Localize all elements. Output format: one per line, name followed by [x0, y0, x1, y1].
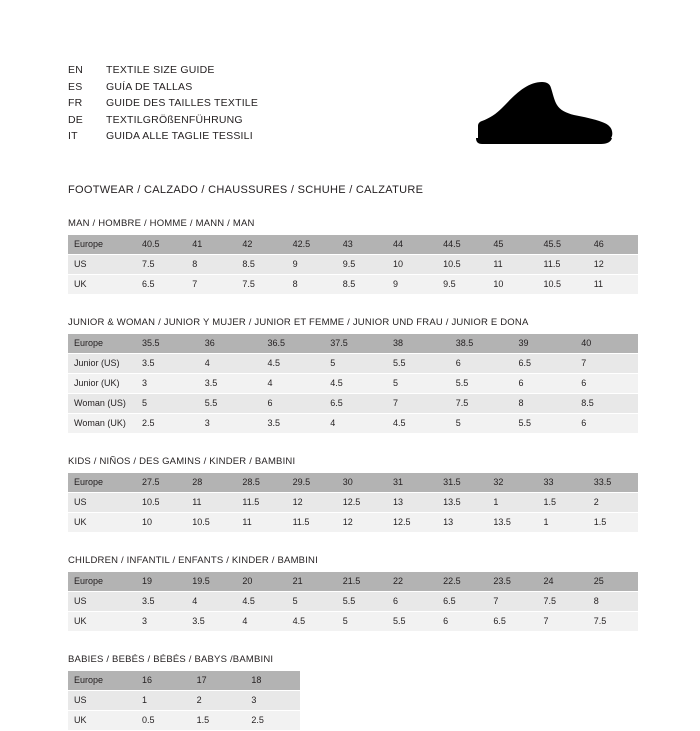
group-label: CHILDREN / INFANTIL / ENFANTS / KINDER / BAMBINI: [68, 555, 318, 566]
cell: 19: [136, 572, 186, 592]
row-label: UK: [68, 513, 136, 533]
cell: 4.5: [262, 354, 325, 374]
cell: 5: [337, 612, 387, 632]
dress-shoe-icon: [416, 80, 616, 148]
cell: 6.5: [324, 394, 387, 414]
cell: 29.5: [287, 473, 337, 493]
cell: 0.5: [136, 711, 191, 731]
table-row: [68, 334, 638, 354]
cell: 25: [588, 572, 638, 592]
row-label: Woman (UK): [68, 414, 136, 434]
cell: 6.5: [487, 612, 537, 632]
cell: 45.5: [538, 235, 588, 255]
language-title: GUIDE DES TAILLES TEXTILE: [106, 97, 259, 109]
cell: 16: [136, 671, 191, 691]
cell: 4: [236, 612, 286, 632]
row-label: Europe: [68, 671, 136, 691]
cell: 42.5: [287, 235, 337, 255]
table-row: [68, 275, 638, 295]
page-header: [68, 62, 638, 162]
row-label: UK: [68, 275, 136, 295]
cell: 20: [236, 572, 286, 592]
cell: 38: [387, 334, 450, 354]
group-label: MAN / HOMBRE / HOMME / MANN / MAN: [68, 218, 255, 229]
group-label: BABIES / BEBÉS / BÉBÉS / BABYS /BAMBINI: [68, 654, 274, 665]
table-row: [68, 374, 638, 394]
size-group-junior-woman: [68, 317, 638, 434]
row-label: Europe: [68, 235, 136, 255]
cell: 7.5: [588, 612, 638, 632]
cell: 6: [575, 414, 638, 434]
cell: 6.5: [136, 275, 186, 295]
cell: 2.5: [136, 414, 199, 434]
cell: 32: [487, 473, 537, 493]
size-group-kids: [68, 456, 638, 533]
cell: 6: [513, 374, 576, 394]
cell: 3.5: [262, 414, 325, 434]
cell: 10.5: [136, 493, 186, 513]
cell: 21: [287, 572, 337, 592]
size-table-junior-woman: [68, 334, 638, 434]
table-row: [68, 612, 638, 632]
cell: 1.5: [588, 513, 638, 533]
cell: 12.5: [337, 493, 387, 513]
cell: 31.5: [437, 473, 487, 493]
cell: 6: [450, 354, 513, 374]
table-row: [68, 394, 638, 414]
cell: 2: [191, 691, 246, 711]
size-table-kids: [68, 473, 638, 533]
cell: 19.5: [186, 572, 236, 592]
cell: 4.5: [287, 612, 337, 632]
language-title: TEXTILGRÖßENFÜHRUNG: [106, 113, 243, 126]
page-title: FOOTWEAR / CALZADO / CHAUSSURES / SCHUHE / CALZATURE: [68, 184, 424, 196]
cell: 1: [487, 493, 537, 513]
cell: 6: [575, 374, 638, 394]
row-label: UK: [68, 612, 136, 632]
cell: 7: [538, 612, 588, 632]
cell: 9.5: [437, 275, 487, 295]
cell: 5.5: [337, 592, 387, 612]
cell: 11: [186, 493, 236, 513]
cell: 11: [588, 275, 638, 295]
cell: 44: [387, 235, 437, 255]
cell: 4: [199, 354, 262, 374]
row-label: US: [68, 592, 136, 612]
table-row: [68, 592, 638, 612]
row-label: Europe: [68, 334, 136, 354]
table-row: [68, 691, 300, 711]
language-title: GUÍA DE TALLAS: [106, 80, 193, 93]
cell: 13.5: [487, 513, 537, 533]
row-label: Woman (US): [68, 394, 136, 414]
language-title: GUIDA ALLE TAGLIE TESSILI: [106, 130, 253, 142]
language-title: TEXTILE SIZE GUIDE: [106, 64, 215, 76]
language-row: [68, 95, 258, 112]
cell: 5.5: [513, 414, 576, 434]
cell: 4.5: [387, 414, 450, 434]
cell: 4: [324, 414, 387, 434]
cell: 5: [387, 374, 450, 394]
cell: 2: [588, 493, 638, 513]
cell: 24: [538, 572, 588, 592]
cell: 5: [136, 394, 199, 414]
cell: 12: [588, 255, 638, 275]
cell: 22: [387, 572, 437, 592]
cell: 8.5: [575, 394, 638, 414]
cell: 1: [136, 691, 191, 711]
language-code: IT: [68, 130, 78, 142]
cell: 6: [387, 592, 437, 612]
cell: 36.5: [262, 334, 325, 354]
cell: 3.5: [186, 612, 236, 632]
cell: 42: [236, 235, 286, 255]
cell: 10.5: [186, 513, 236, 533]
cell: 18: [245, 671, 300, 691]
cell: 38.5: [450, 334, 513, 354]
cell: 11: [236, 513, 286, 533]
cell: 7: [487, 592, 537, 612]
cell: 3: [199, 414, 262, 434]
table-row: [68, 473, 638, 493]
cell: 23.5: [487, 572, 537, 592]
cell: 3.5: [199, 374, 262, 394]
cell: 13: [387, 493, 437, 513]
cell: 2.5: [245, 711, 300, 731]
cell: 10: [487, 275, 537, 295]
size-table-man: [68, 235, 638, 295]
cell: 45: [487, 235, 537, 255]
group-label: JUNIOR & WOMAN / JUNIOR Y MUJER / JUNIOR ET FEMME / JUNIOR UND FRAU / JUNIOR E DONA: [68, 317, 529, 328]
cell: 39: [513, 334, 576, 354]
cell: 12.5: [387, 513, 437, 533]
cell: 7: [575, 354, 638, 374]
cell: 12: [337, 513, 387, 533]
cell: 11: [487, 255, 537, 275]
language-row: [68, 79, 258, 96]
size-table-babies: [68, 671, 300, 731]
cell: 43: [337, 235, 387, 255]
cell: 10: [387, 255, 437, 275]
cell: 10.5: [538, 275, 588, 295]
cell: 7: [186, 275, 236, 295]
size-group-babies: [68, 654, 638, 731]
cell: 9: [287, 255, 337, 275]
cell: 27.5: [136, 473, 186, 493]
group-label: KIDS / NIÑOS / DES GAMINS / KINDER / BAMBINI: [68, 456, 296, 467]
language-code: ES: [68, 80, 83, 93]
cell: 8: [513, 394, 576, 414]
cell: 6.5: [513, 354, 576, 374]
cell: 3.5: [136, 354, 199, 374]
table-row: [68, 572, 638, 592]
cell: 7.5: [236, 275, 286, 295]
cell: 6: [262, 394, 325, 414]
table-row: [68, 711, 300, 731]
cell: 21.5: [337, 572, 387, 592]
cell: 3: [136, 374, 199, 394]
language-title-list-body: [68, 62, 258, 145]
cell: 13: [437, 513, 487, 533]
cell: 5: [287, 592, 337, 612]
table-row: [68, 354, 638, 374]
cell: 3: [136, 612, 186, 632]
cell: 1: [538, 513, 588, 533]
cell: 7.5: [538, 592, 588, 612]
cell: 35.5: [136, 334, 199, 354]
language-row: [68, 62, 258, 79]
cell: 3.5: [136, 592, 186, 612]
cell: 44.5: [437, 235, 487, 255]
cell: 8.5: [236, 255, 286, 275]
language-code: EN: [68, 64, 83, 76]
table-row: [68, 671, 300, 691]
cell: 4: [186, 592, 236, 612]
cell: 10: [136, 513, 186, 533]
cell: 9.5: [337, 255, 387, 275]
cell: 36: [199, 334, 262, 354]
row-label: Junior (UK): [68, 374, 136, 394]
cell: 40.5: [136, 235, 186, 255]
row-label: Europe: [68, 572, 136, 592]
cell: 4.5: [236, 592, 286, 612]
cell: 6.5: [437, 592, 487, 612]
cell: 5.5: [387, 354, 450, 374]
language-row: [68, 128, 258, 145]
cell: 31: [387, 473, 437, 493]
cell: 41: [186, 235, 236, 255]
cell: 6: [437, 612, 487, 632]
table-row: [68, 255, 638, 275]
table-row: [68, 414, 638, 434]
row-label: US: [68, 493, 136, 513]
cell: 8: [588, 592, 638, 612]
cell: 11.5: [538, 255, 588, 275]
cell: 37.5: [324, 334, 387, 354]
cell: 5.5: [199, 394, 262, 414]
language-title-list: [68, 62, 258, 145]
cell: 7.5: [136, 255, 186, 275]
cell: 4: [262, 374, 325, 394]
cell: 17: [191, 671, 246, 691]
cell: 46: [588, 235, 638, 255]
cell: 11.5: [236, 493, 286, 513]
cell: 13.5: [437, 493, 487, 513]
cell: 7.5: [450, 394, 513, 414]
cell: 4.5: [324, 374, 387, 394]
language-row: [68, 112, 258, 129]
cell: 11.5: [287, 513, 337, 533]
cell: 7: [387, 394, 450, 414]
cell: 1.5: [538, 493, 588, 513]
row-label: US: [68, 255, 136, 275]
cell: 8: [186, 255, 236, 275]
size-table-children: [68, 572, 638, 632]
cell: 3: [245, 691, 300, 711]
cell: 28.5: [236, 473, 286, 493]
row-label: Junior (US): [68, 354, 136, 374]
cell: 10.5: [437, 255, 487, 275]
table-row: [68, 513, 638, 533]
cell: 33: [538, 473, 588, 493]
cell: 5: [324, 354, 387, 374]
row-label: UK: [68, 711, 136, 731]
cell: 33.5: [588, 473, 638, 493]
cell: 9: [387, 275, 437, 295]
cell: 5: [450, 414, 513, 434]
table-row: [68, 493, 638, 513]
cell: 40: [575, 334, 638, 354]
row-label: US: [68, 691, 136, 711]
cell: 12: [287, 493, 337, 513]
language-code: DE: [68, 113, 83, 126]
cell: 28: [186, 473, 236, 493]
cell: 8.5: [337, 275, 387, 295]
language-code: FR: [68, 97, 83, 109]
cell: 5.5: [450, 374, 513, 394]
cell: 8: [287, 275, 337, 295]
size-group-man: [68, 218, 638, 295]
cell: 5.5: [387, 612, 437, 632]
row-label: Europe: [68, 473, 136, 493]
size-group-children: [68, 555, 638, 632]
table-row: [68, 235, 638, 255]
cell: 30: [337, 473, 387, 493]
cell: 22.5: [437, 572, 487, 592]
cell: 1.5: [191, 711, 246, 731]
